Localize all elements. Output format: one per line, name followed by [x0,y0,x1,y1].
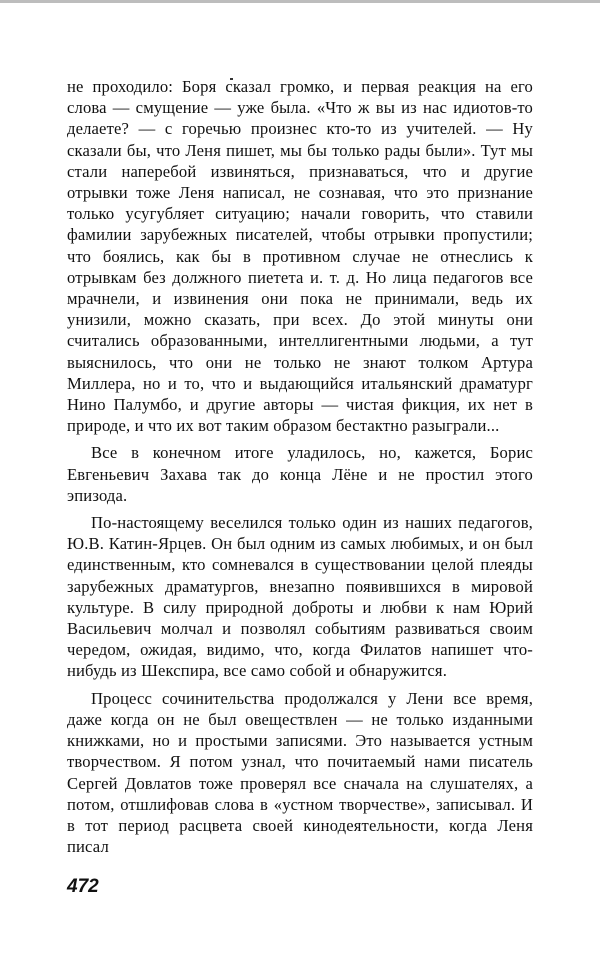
page-number: 472 [67,876,99,897]
paragraph-4: Процесс сочинительства продолжался у Лени все время, даже когда он не был овеществлен — не только изданными книжками, но и простыми записями. Это называется устным творчеством. Я потом узнал, что почитаемый нами писатель Сергей Довлатов тоже проверял все сначала на слушателях, а потом, отшлифовав слова в «устном творчестве», записывал. И в тот период расцвета своей кинодеятельности, когда Леня писал [67,688,533,857]
page-top-edge [0,0,600,3]
paragraph-3: По-настоящему веселился только один из наших педагогов, Ю.В. Катин-Ярцев. Он был одним из самых любимых, и он был единственным, кто сомневался в существовании целой плеяды зарубежных драматургов, внезапно появившихся в мировой культуре. В силу природной доброты и любви к нам Юрий Васильевич молчал и позволял событиям развиваться своим чередом, ожидая, видимо, что, когда Филатов напишет что-нибудь из Шекспира, все само собой и обнаружится. [67,513,533,681]
paragraph-2: Все в конечном итоге уладилось, но, кажется, Борис Евгеньевич Захава так до конца Лёне и не простил этого эпизода. [67,443,533,505]
book-page-body [67,76,533,863]
paragraph-1: не проходило: Боря сказал громко, и первая реакция на его слова — смущение — уже была. «Что ж вы из нас идиотов-то делаете? — с горечью произнес кто-то из учителей. — Ну сказали бы, что Леня пишет, мы бы только рады были». Тут мы стали наперебой извиняться, признаваться, что и другие отрывки тоже Леня написал, не сознавая, что это признание только усугубляет ситуацию; начали говорить, что ставили фамилии зарубежных писателей, чтобы отрывки пропустили; что боялись, как бы в противном случае не отнеслись к отрывкам без должного пиетета и. т. д. Но лица педагогов все мрачнели, и извинения они пока не принимали, ведь их унизили, можно сказать, при всех. До этой минуты они считались образованными, интеллигентными людьми, а тут выяснилось, что они не только не знают толком Артура Миллера, но и то, что и выдающийся итальянский драматург Нино Палумбо, и другие авторы — чистая фикция, их нет в природе, и что их вот таким образом бестактно разыграли... [67,77,533,436]
